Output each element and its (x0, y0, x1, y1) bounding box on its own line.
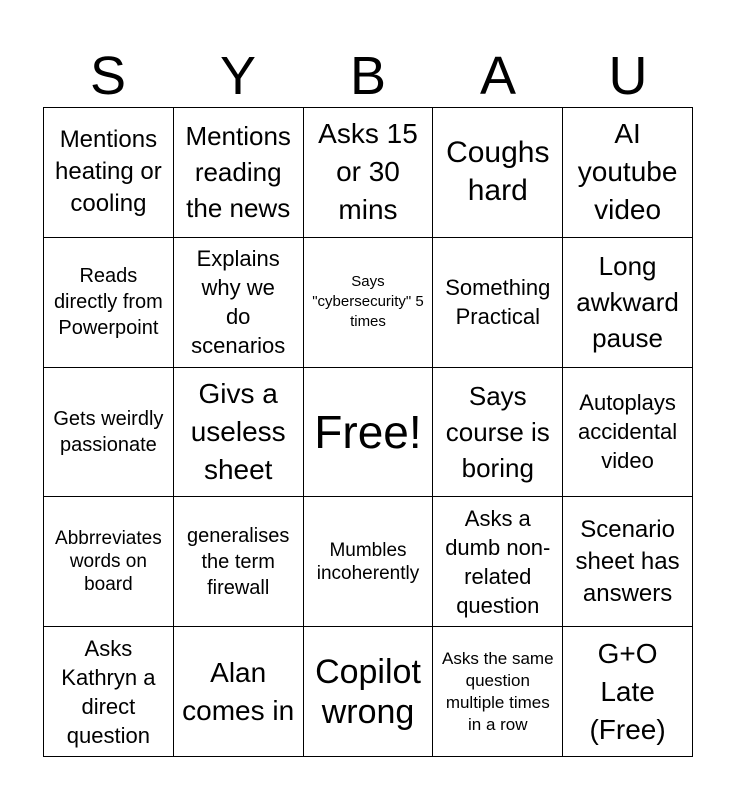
cell-text: Autoplays accidental video (578, 390, 678, 474)
bingo-board (43, 107, 693, 757)
cell-text: AI youtube video (577, 118, 678, 226)
cell-text: Something Practical (445, 275, 551, 330)
bingo-cell[interactable] (44, 627, 174, 757)
bingo-cell[interactable] (563, 238, 693, 368)
bingo-cell[interactable] (174, 238, 304, 368)
cell-text: Says "cybersecurity" 5 times (312, 273, 424, 331)
cell-text: Mumbles incoherently (316, 539, 420, 584)
cell-text: Says course is boring (445, 380, 550, 483)
cell-text: Mentions heating or cooling (55, 126, 162, 218)
cell-text: G+O Late (Free) (589, 637, 666, 745)
header-letter-b: B (349, 46, 387, 106)
bingo-cell[interactable] (433, 368, 563, 498)
cell-text: Asks a dumb non-related question (445, 505, 551, 618)
bingo-cell[interactable] (44, 368, 174, 498)
bingo-cell[interactable] (44, 108, 174, 238)
bingo-cell[interactable] (563, 108, 693, 238)
cell-text: generalises the term firewall (187, 524, 290, 599)
header-letter-a: A (479, 46, 517, 106)
bingo-cell[interactable] (304, 627, 434, 757)
cell-text: Explains why we do scenarios (191, 246, 286, 359)
cell-text: Long awkward pause (576, 251, 679, 354)
bingo-cell[interactable] (433, 238, 563, 368)
cell-text: Scenario sheet has answers (575, 515, 680, 607)
bingo-cell[interactable] (174, 108, 304, 238)
cell-text: Asks 15 or 30 mins (318, 118, 418, 226)
bingo-cell[interactable] (433, 108, 563, 238)
cell-text: Coughs hard (446, 136, 550, 208)
free-space[interactable] (304, 368, 434, 498)
header-letter-s: S (89, 46, 127, 106)
free-text: Free! (314, 405, 422, 458)
bingo-cell[interactable] (433, 497, 563, 627)
cell-text: Asks the same question multiple times in a row (442, 648, 554, 734)
cell-text: Abbrreviates words on board (55, 528, 162, 596)
bingo-cell[interactable] (563, 497, 693, 627)
bingo-cell[interactable] (44, 238, 174, 368)
cell-text: Mentions reading the news (185, 121, 291, 224)
cell-text: Asks Kathryn a direct question (61, 635, 156, 748)
bingo-cell[interactable] (433, 627, 563, 757)
cell-text: Reads directly from Powerpoint (53, 265, 163, 340)
bingo-cell[interactable] (174, 368, 304, 498)
header-letter-y: Y (219, 46, 257, 106)
header-letter-u: U (608, 46, 648, 106)
bingo-cell[interactable] (44, 497, 174, 627)
bingo-cell[interactable] (304, 108, 434, 238)
bingo-cell[interactable] (563, 368, 693, 498)
bingo-header (43, 44, 693, 108)
bingo-cell[interactable] (304, 238, 434, 368)
cell-text: Givs a useless sheet (190, 377, 286, 485)
cell-text: Gets weirdly passionate (53, 407, 164, 456)
cell-text: Copilot wrong (315, 652, 421, 731)
bingo-cell[interactable] (174, 627, 304, 757)
bingo-cell[interactable] (563, 627, 693, 757)
cell-text: Alan comes in (182, 656, 295, 726)
bingo-cell[interactable] (174, 497, 304, 627)
bingo-cell[interactable] (304, 497, 434, 627)
